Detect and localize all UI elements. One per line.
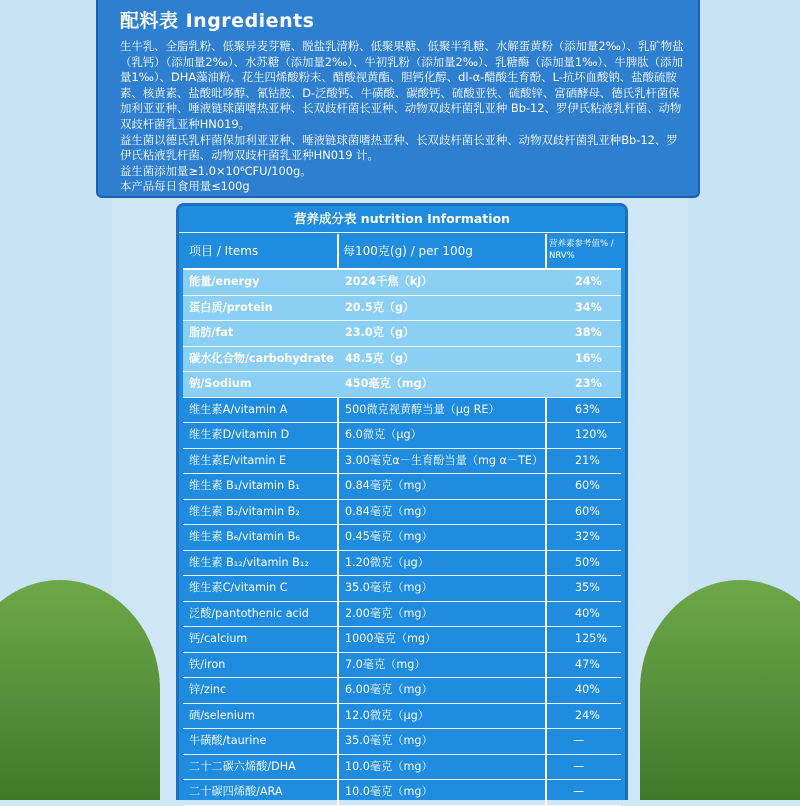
table-row <box>183 755 621 781</box>
table-row <box>183 602 621 628</box>
nutrient-name: 锌/zinc <box>189 683 227 696</box>
nutrient-nrv: — <box>573 759 585 773</box>
nutrient-nrv: 50% <box>575 555 600 569</box>
nutrient-name: 碳水化合物/carbohydrate <box>189 351 334 365</box>
header-per100g: 每100克(g) / per 100g <box>343 244 473 258</box>
nutrient-name: 维生素 B₆/vitamin B₆ <box>189 530 300 543</box>
nutrient-nrv: 63% <box>575 402 600 416</box>
table-row <box>183 270 621 296</box>
nutrient-amount: 6.00毫克（mg） <box>345 683 433 696</box>
table-row <box>183 296 621 322</box>
nutrient-amount: 0.84毫克（mg） <box>345 479 433 492</box>
nutrient-amount: 35.0毫克（mg） <box>345 581 433 594</box>
table-row <box>183 321 621 347</box>
nutrient-nrv: 125% <box>575 632 607 645</box>
nutrient-amount: 10.0毫克（mg） <box>345 785 433 798</box>
nutrient-amount: 0.45毫克（mg） <box>345 530 433 543</box>
table-row <box>183 678 621 704</box>
nutrient-name: 铁/iron <box>189 657 226 671</box>
ingredients-text <box>120 39 686 195</box>
nutrient-name: 维生素C/vitamin C <box>189 581 288 594</box>
nutrient-name: 维生素 B₂/vitamin B₂ <box>189 504 300 518</box>
table-body <box>183 270 621 806</box>
nutrient-name: 维生素 B₁₂/vitamin B₁₂ <box>189 555 309 569</box>
nutrient-amount: 7.0毫克（mg） <box>345 657 426 671</box>
nutrient-nrv: — <box>573 785 585 798</box>
nutrient-name: 硒/selenium <box>189 708 255 722</box>
nutrient-nrv: 32% <box>575 530 600 543</box>
nutrition-title: 营养成分表 nutrition Information <box>179 206 625 233</box>
table-row <box>183 423 621 449</box>
nutrient-amount: 450毫克（mg） <box>345 377 433 390</box>
table-row <box>183 576 621 602</box>
table-row <box>183 347 621 373</box>
nutrient-nrv: 60% <box>575 479 600 492</box>
nutrient-amount: 2024千焦（kJ） <box>345 275 433 288</box>
nutrient-name: 钙/calcium <box>189 632 248 645</box>
table-row <box>183 500 621 526</box>
nutrient-nrv: 60% <box>575 504 600 518</box>
nutrient-amount: 23.0克（g） <box>345 326 415 339</box>
nutrient-name: 脂肪/fat <box>189 326 234 339</box>
nutrient-amount: 20.5克（g） <box>345 300 415 314</box>
nutrient-nrv: 16% <box>575 351 602 365</box>
header-items: 项目 / Items <box>189 244 259 258</box>
nutrient-nrv: 24% <box>575 708 600 722</box>
table-row <box>183 398 621 424</box>
nutrient-nrv: 40% <box>575 606 600 620</box>
nutrition-panel <box>176 203 628 800</box>
table-header <box>183 234 621 270</box>
nutrient-amount: 35.0毫克（mg） <box>345 734 433 747</box>
nutrient-name: 能量/energy <box>189 275 260 288</box>
nutrition-table <box>183 234 621 806</box>
nutrient-name: 维生素E/vitamin E <box>189 453 287 467</box>
table-row <box>183 474 621 500</box>
table-row <box>183 551 621 577</box>
nutrient-name: 二十二碳六烯酸/DHA <box>189 759 296 773</box>
daily-intake: 本产品每日食用量≤100g <box>120 179 250 194</box>
nutrient-name: 二十碳四烯酸/ARA <box>189 785 283 798</box>
grass-hill-left <box>0 580 160 800</box>
nutrient-nrv: 120% <box>575 428 607 441</box>
nutrient-amount: 48.5克（g） <box>345 351 415 365</box>
ingredients-list: 生牛乳、全脂乳粉、低聚异麦芽糖、脱盐乳清粉、低聚果糖、低聚半乳糖、水解蛋黄粉（添加量2‰）、乳矿物盐（乳钙）（添加量2‰）、水苏糖（添加量2‰）、牛初乳粉（添加量2‰）、乳糖酶（添加量1‰）、牛脾肽（添加量1‰）、DHA藻油粉、花生四烯酸粉末、醋酸视黄酯、胆钙化醇、dl-α-醋酸生育酚、L-抗坏血酸钠、盐酸硫胺素、核黄素、盐酸吡哆醇、氰钴胺、D-泛酸钙、牛磺酸、碳酸钙、硫酸亚铁、硫酸锌、富硒酵母、德氏乳杆菌保加利亚亚种、唾液链球菌嗜热亚种、长双歧杆菌长亚种、动物双歧杆菌乳亚种 Bb-12、罗伊氏粘液乳杆菌、动物双歧杆菌乳亚种HN019。 <box>120 39 684 131</box>
table-row <box>183 449 621 475</box>
ingredients-panel <box>96 0 700 198</box>
nutrient-name: 维生素D/vitamin D <box>189 428 290 441</box>
table-row <box>183 372 621 398</box>
nutrient-nrv: 23% <box>575 377 602 390</box>
nutrient-nrv: — <box>573 734 585 747</box>
header-nrv: 营养素参考值% / NRV% <box>549 239 614 261</box>
table-row <box>183 780 621 806</box>
table-row <box>183 704 621 730</box>
nutrient-name: 蛋白质/protein <box>189 300 273 314</box>
ingredients-title: 配料表 Ingredients <box>120 10 315 32</box>
nutrient-name: 泛酸/pantothenic acid <box>189 606 309 620</box>
nutrient-name: 牛磺酸/taurine <box>189 734 267 747</box>
probiotic-amount: 益生菌添加量≥1.0×10⁶CFU/100g。 <box>120 163 312 178</box>
nutrient-nrv: 35% <box>575 581 600 594</box>
table-row <box>183 627 621 653</box>
nutrient-amount: 12.0微克（μg） <box>345 708 429 722</box>
table-row <box>183 525 621 551</box>
nutrient-nrv: 40% <box>575 683 600 696</box>
nutrient-nrv: 38% <box>575 326 602 339</box>
nutrient-name: 维生素 B₁/vitamin B₁ <box>189 479 300 492</box>
nutrient-nrv: 34% <box>575 300 602 314</box>
grass-hill-right <box>640 580 800 800</box>
nutrient-nrv: 24% <box>575 275 602 288</box>
nutrient-amount: 1000毫克（mg） <box>345 632 437 645</box>
nutrient-amount: 3.00毫克α－生育酚当量（mg α－TE） <box>345 453 544 467</box>
nutrient-amount: 1.20微克（μg） <box>345 555 429 569</box>
nutrient-nrv: 47% <box>575 657 600 671</box>
table-row <box>183 653 621 679</box>
nutrient-amount: 6.0微克（μg） <box>345 428 422 441</box>
nutrient-nrv: 21% <box>575 453 600 467</box>
nutrient-name: 维生素A/vitamin A <box>189 402 288 416</box>
nutrient-name: 钠/Sodium <box>189 377 252 390</box>
nutrient-amount: 10.0毫克（mg） <box>345 759 433 773</box>
nutrient-amount: 0.84毫克（mg） <box>345 504 433 518</box>
table-row <box>183 729 621 755</box>
nutrient-amount: 2.00毫克（mg） <box>345 606 433 620</box>
probiotic-note: 益生菌以德氏乳杆菌保加利亚亚种、唾液链球菌嗜热亚种、长双歧杆菌长亚种、动物双歧杆菌乳亚种Bb-12、罗伊氏粘液乳杆菌、动物双歧杆菌乳亚种HN019 计。 <box>120 132 678 163</box>
nutrient-amount: 500微克视黄醇当量（μg RE） <box>345 402 500 416</box>
